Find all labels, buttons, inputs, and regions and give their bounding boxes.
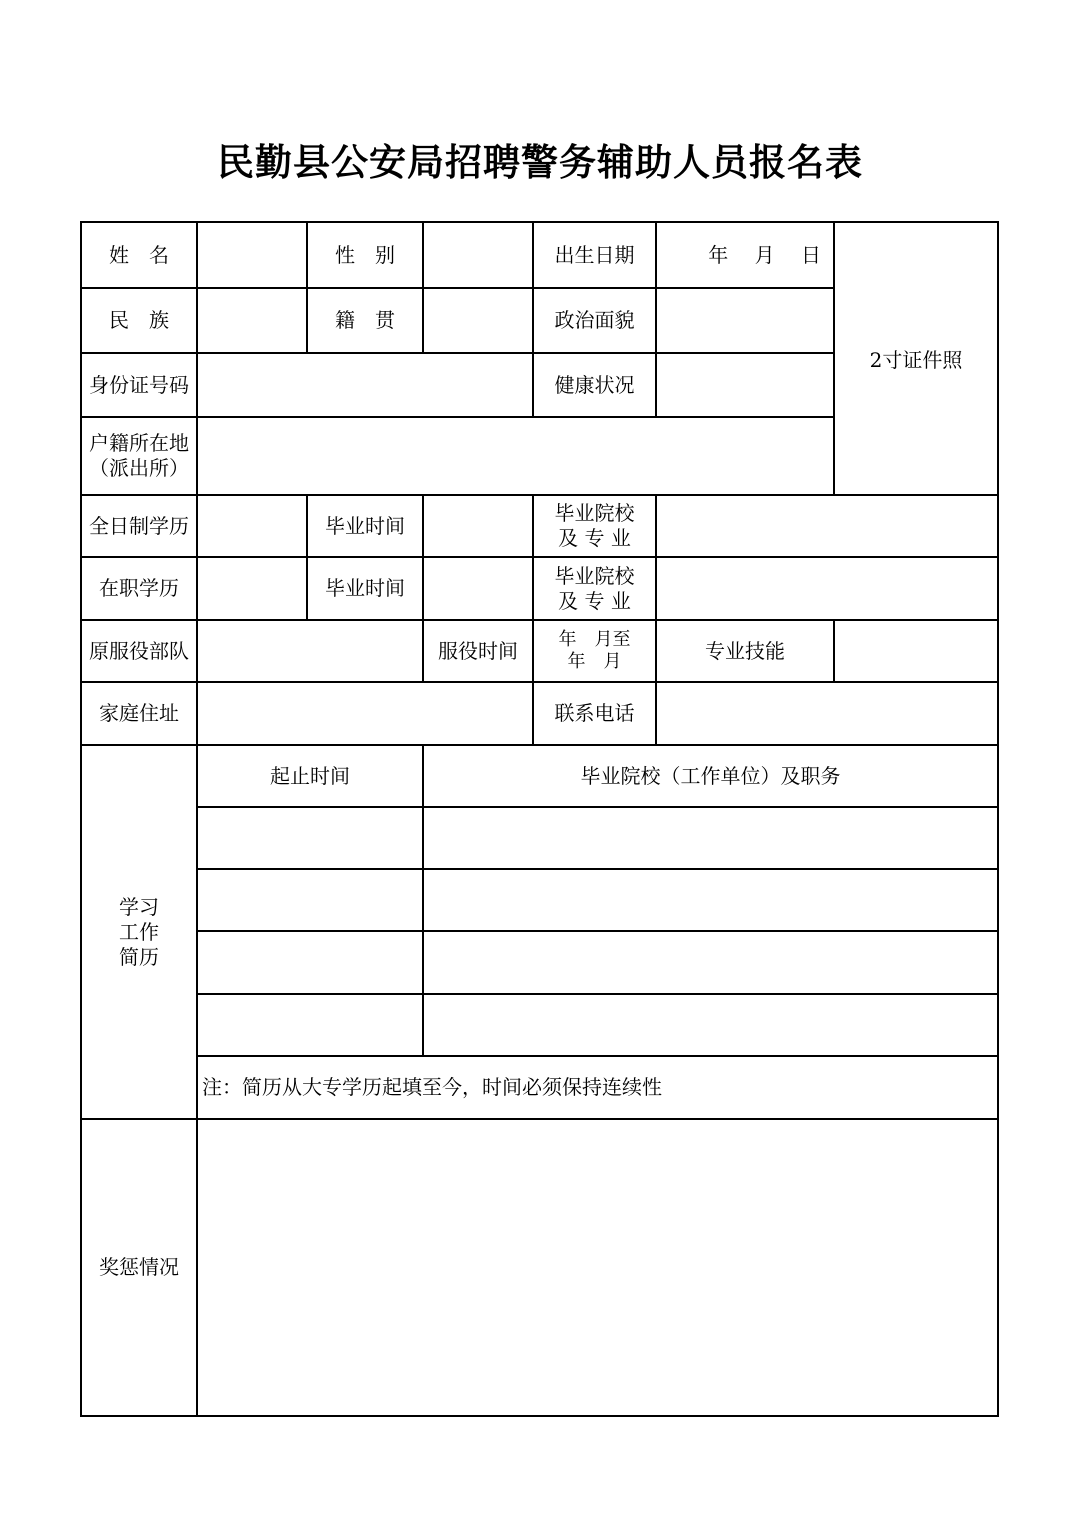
phone-label: 联系电话	[532, 681, 655, 744]
ethnicity-label: 民 族	[80, 287, 196, 352]
address-field[interactable]	[196, 681, 532, 744]
id-number-field[interactable]	[196, 352, 532, 416]
photo-box: 2寸证件照	[833, 221, 999, 494]
fulltime-school-major-field[interactable]	[655, 494, 999, 556]
fulltime-grad-time-field[interactable]	[422, 494, 532, 556]
id-number-label: 身份证号码	[80, 352, 196, 416]
period-header: 起止时间	[196, 744, 422, 806]
fulltime-edu-label: 全日制学历	[80, 494, 196, 556]
native-place-field[interactable]	[422, 287, 532, 352]
native-place-label: 籍 贯	[306, 287, 422, 352]
ethnicity-field[interactable]	[196, 287, 306, 352]
birth-date-field[interactable]: 年 月 日	[655, 221, 833, 287]
health-label: 健康状况	[532, 352, 655, 416]
inservice-school-major-field[interactable]	[655, 556, 999, 619]
gender-label: 性 别	[306, 221, 422, 287]
former-unit-label: 原服役部队	[80, 619, 196, 681]
inservice-edu-field[interactable]	[196, 556, 306, 619]
awards-label: 奖惩情况	[80, 1118, 196, 1417]
political-status-field[interactable]	[655, 287, 833, 352]
inservice-school-major-label: 毕业院校 及 专 业	[532, 556, 655, 619]
service-time-label: 服役时间	[422, 619, 532, 681]
health-field[interactable]	[655, 352, 833, 416]
fulltime-grad-time-label: 毕业时间	[306, 494, 422, 556]
birth-date-label: 出生日期	[532, 221, 655, 287]
resume-detail-field[interactable]	[422, 993, 999, 1055]
resume-label: 学习 工作 简历	[80, 744, 196, 1118]
fulltime-school-major-label: 毕业院校 及 专 业	[532, 494, 655, 556]
name-field[interactable]	[196, 221, 306, 287]
inservice-edu-label: 在职学历	[80, 556, 196, 619]
inservice-grad-time-field[interactable]	[422, 556, 532, 619]
resume-period-field[interactable]	[196, 930, 422, 993]
former-unit-field[interactable]	[196, 619, 422, 681]
resume-detail-field[interactable]	[422, 930, 999, 993]
skill-label: 专业技能	[655, 619, 833, 681]
school-unit-header: 毕业院校（工作单位）及职务	[422, 744, 999, 806]
inservice-grad-time-label: 毕业时间	[306, 556, 422, 619]
phone-field[interactable]	[655, 681, 999, 744]
resume-period-field[interactable]	[196, 993, 422, 1055]
resume-detail-field[interactable]	[422, 806, 999, 868]
household-field[interactable]	[196, 416, 833, 494]
household-label: 户籍所在地 （派出所）	[80, 416, 196, 494]
awards-field[interactable]	[196, 1118, 999, 1417]
service-time-field[interactable]: 年 月至 年 月	[532, 619, 655, 681]
resume-period-field[interactable]	[196, 868, 422, 930]
resume-period-field[interactable]	[196, 806, 422, 868]
address-label: 家庭住址	[80, 681, 196, 744]
fulltime-edu-field[interactable]	[196, 494, 306, 556]
name-label: 姓 名	[80, 221, 196, 287]
political-status-label: 政治面貌	[532, 287, 655, 352]
form-title: 民勤县公安局招聘警务辅助人员报名表	[217, 141, 863, 184]
resume-detail-field[interactable]	[422, 868, 999, 930]
resume-note: 注：简历从大专学历起填至今，时间必须保持连续性	[196, 1055, 999, 1118]
gender-field[interactable]	[422, 221, 532, 287]
skill-field[interactable]	[833, 619, 999, 681]
